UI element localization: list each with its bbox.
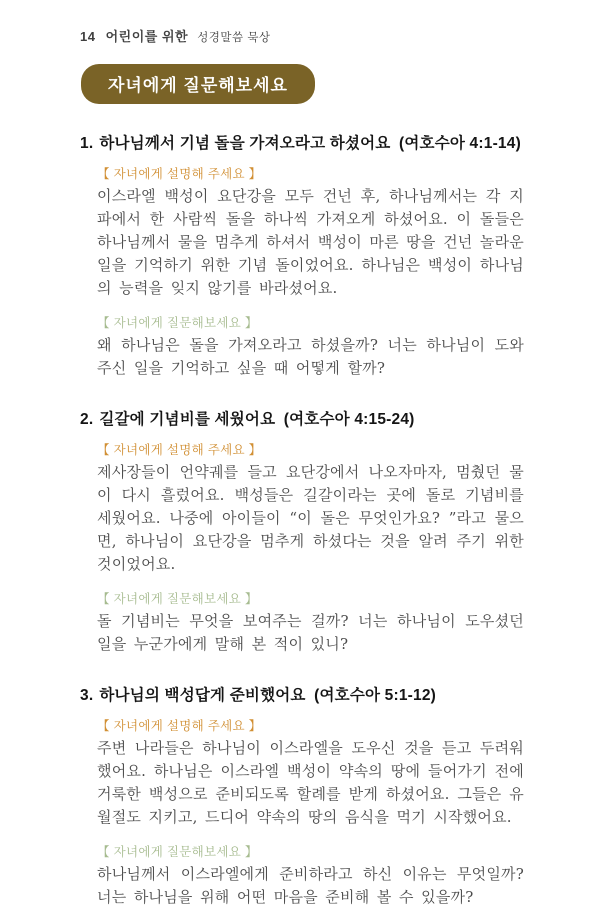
questions-banner: 자녀에게 질문해보세요: [81, 64, 315, 104]
section-3-number: 3.: [80, 687, 94, 704]
explain-label: 【 자녀에게 설명해 주세요 】: [97, 167, 262, 181]
section-2-title: [80, 407, 524, 429]
running-head: [80, 26, 524, 45]
question-text: 하나님께서 이스라엘에게 준비하라고 하신 이유는 무엇일까? 너는 하나님을 위해 어떤 마음을 준비해 볼 수 있을까?: [97, 865, 524, 906]
question-label: 【 자녀에게 질문해보세요 】: [97, 592, 258, 606]
question-text: 돌 기념비는 무엇을 보여주는 걸까? 너는 하나님이 도우셨던 일을 누군가에게 말해 본 적이 있니?: [97, 612, 524, 653]
question-text: 왜 하나님은 돌을 가져오라고 하셨을까? 너는 하나님이 도와주신 일을 기억하고 싶을 때 어떻게 할까?: [97, 336, 524, 377]
section-1-heading-text: 하나님께서 기념 돌을 가져오라고 하셨어요: [99, 135, 391, 152]
explain-text: 제사장들이 언약궤를 들고 요단강에서 나오자마자, 멈췄던 물이 다시 흘렀어요. 백성들은 길갈이라는 곳에 돌로 기념비를 세웠어요. 나중에 아이들이 “이 돌은 무엇인가요? ”라고 물으면, 하나님이 요단강을 멈추게 하셨다는 것을 알려 주기 위한 것이었어요.: [97, 463, 524, 573]
section-2-scripture-reference: (여호수아 4:15-24): [283, 411, 415, 428]
section-1-title: [80, 131, 524, 153]
section-2-number: 2.: [80, 411, 94, 428]
section-2-body: [80, 440, 524, 656]
section-3-body: [80, 716, 524, 909]
section-3-title: [80, 683, 524, 705]
explain-label: 【 자녀에게 설명해 주세요 】: [97, 719, 262, 733]
section-1-number: 1.: [80, 135, 94, 152]
explain-text: 이스라엘 백성이 요단강을 모두 건넌 후, 하나님께서는 각 지파에서 한 사람씩 돌을 하나씩 가져오게 하셨어요. 이 돌들은 하나님께서 물을 멈추게 하셔서 백성이 마른 땅을 건넌 놀라운 일을 기억하기 위한 기념 돌이었어요. 하나님은 백성이 하나님의 능력을 잊지 않기를 바라셨어요.: [97, 187, 524, 297]
section-3-scripture-reference: (여호수아 5:1-12): [314, 687, 437, 704]
page-number: 14: [80, 29, 96, 44]
section-2-heading-text: 길갈에 기념비를 세웠어요: [99, 411, 276, 428]
section-1-scripture-reference: (여호수아 4:1-14): [399, 135, 521, 152]
explain-label: 【 자녀에게 설명해 주세요 】: [97, 443, 262, 457]
section-2: [80, 407, 524, 656]
section-1: [80, 131, 524, 380]
book-subtitle: 성경말씀 묵상: [197, 32, 271, 44]
section-3-heading-text: 하나님의 백성답게 준비했어요: [99, 687, 306, 704]
book-title: 어린이를 위한: [105, 29, 189, 44]
question-label: 【 자녀에게 질문해보세요 】: [97, 316, 258, 330]
section-3: [80, 683, 524, 909]
section-1-body: [80, 164, 524, 380]
question-label: 【 자녀에게 질문해보세요 】: [97, 845, 258, 859]
explain-text: 주변 나라들은 하나님이 이스라엘을 도우신 것을 듣고 두려워했어요. 하나님은 이스라엘 백성이 약속의 땅에 들어가기 전에 거룩한 백성으로 준비되도록 할례를 받게 하셨어요. 그들은 유월절도 지키고, 드디어 약속의 땅의 음식을 먹기 시작했어요.: [97, 739, 524, 826]
